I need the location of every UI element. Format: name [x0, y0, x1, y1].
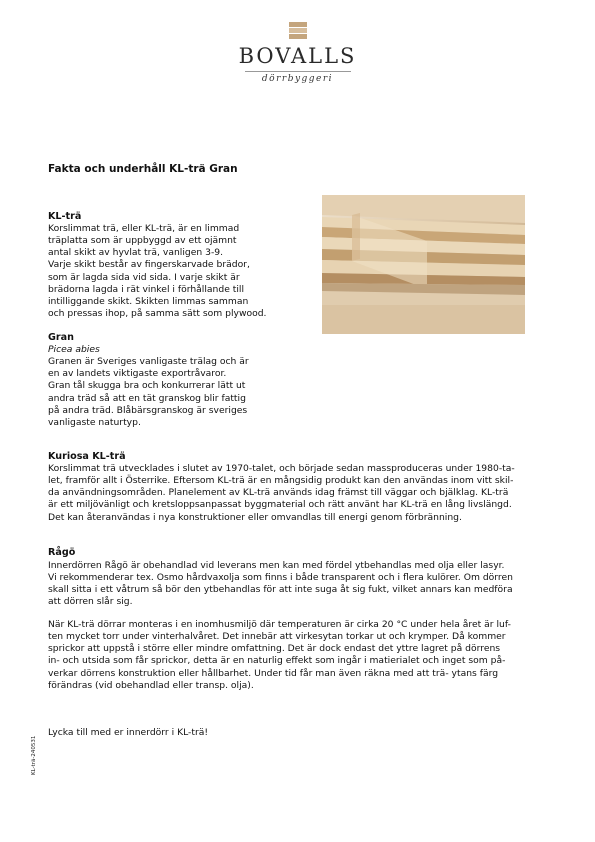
section-text-rago-1 [48, 560, 513, 609]
text-line: och pressas ihop, på samma sätt som plywood. [48, 308, 267, 320]
text-line: in- och utsida som får sprickor, detta är en naturlig effekt som ingår i matierialet och inget som på- [48, 655, 506, 667]
section-heading-kltra: KL-trä [48, 211, 82, 222]
text-line: Vi rekommenderar tex. Osmo hårdvaxolja som finns i både transparent och i flera kulörer. Om dörren [48, 572, 513, 584]
text-line: Gran tål skugga bra och konkurrerar lätt ut [48, 380, 246, 392]
text-line: på andra träd. Blåbärsgranskog är sveriges [48, 404, 248, 416]
text-line: skall sitta i ett våtrum så bör den ytbehandlas för att inte suga åt sig fukt, vilket annars kan medföra [48, 584, 513, 596]
document-title: Fakta och underhåll KL-trä Gran [48, 163, 238, 175]
text-line: Varje skikt består av fingerskarvade brädor, [48, 259, 250, 271]
text-line: antal skikt av hyvlat trä, vanligen 3-9. [48, 247, 224, 259]
text-line: verkar dörrens konstruktion eller hållbarhet. Under tid får man även räkna med att trä- ytans färg [48, 667, 499, 679]
section-heading-rago: Rågö [48, 547, 76, 558]
text-line: När KL-trä dörrar monteras i en inomhusmiljö där temperaturen är cirka 20 °C under hela året är luf- [48, 619, 511, 630]
logo-divider [245, 71, 351, 72]
text-line: sprickor att uppstå i större eller mindre omfattning. Det är dock endast det yttre lagret på dörrens [48, 643, 501, 655]
section-heading-gran: Gran [48, 332, 74, 343]
text-line: som är lagda sida vid sida. I varje skikt är [48, 271, 240, 283]
closing-text [48, 727, 208, 739]
brand-logo [0, 22, 595, 84]
section-heading-kuriosa: Kuriosa KL-trä [48, 451, 126, 462]
text-line: brädorna lagda i rät vinkel i förhållande till [48, 283, 245, 295]
brand-name: BOVALLS [238, 44, 357, 68]
brand-tagline: dörrbyggeri [261, 74, 334, 84]
text-line: da användningsområden. Planelement av KL-trä används idag främst till väggar och bjälklag. KL-trä [48, 487, 509, 499]
closing-line: Lycka till med er innerdörr i KL-trä! [48, 727, 209, 738]
text-line: Det kan återanvändas i nya konstruktioner eller omvandlas till energi genom förbränning. [48, 511, 462, 523]
section-text-kltra [48, 223, 266, 320]
text-line: let, framför allt i Österrike. Eftersom KL-trä är en mångsidig produkt kan den användas inom vitt skil- [48, 475, 514, 487]
document-code: KL-trä-240531 [31, 735, 37, 775]
text-line: vanligaste naturtyp. [48, 416, 141, 428]
text-line: intilliggande skikt. Skikten limmas samman [48, 295, 249, 307]
text-line: Granen är Sveriges vanligaste trälag och är [48, 356, 249, 368]
text-line: förändras (vid obehandlad eller transp. olja). [48, 679, 254, 691]
stacked-boards-logo-icon [289, 22, 307, 40]
text-line: andra träd så att en tät granskog blir fattig [48, 392, 246, 404]
text-line: Korslimmat trä, eller KL-trä, är en limmad [48, 223, 240, 234]
text-line: träplatta som är uppbyggd av ett ojämnt [48, 235, 237, 247]
text-line: Innerdörren Rågö är obehandlad vid leverans men kan med fördel ytbehandlas med olja eller lasyr. [48, 560, 505, 571]
section-text-rago-2 [48, 619, 511, 692]
section-text-kuriosa [48, 463, 515, 524]
clt-panel-photo [322, 195, 525, 334]
section-text-gran [48, 344, 249, 429]
text-line: Korslimmat trä utvecklades i slutet av 1970-talet, och började sedan massproduceras under 1980-ta- [48, 463, 515, 474]
text-line: att dörren slår sig. [48, 596, 133, 608]
text-line: ten mycket torr under vinterhalvåret. Det innebär att virkesytan torkar ut och krymper. Då kommer [48, 631, 506, 643]
text-line: en av landets viktigaste exportråvaror. [48, 368, 227, 380]
text-line: är ett miljövänligt och kretsloppsanpassat byggmaterial och rätt använt har KL-trä en lång livslängd. [48, 499, 512, 511]
latin-name: Picea abies [48, 344, 100, 355]
